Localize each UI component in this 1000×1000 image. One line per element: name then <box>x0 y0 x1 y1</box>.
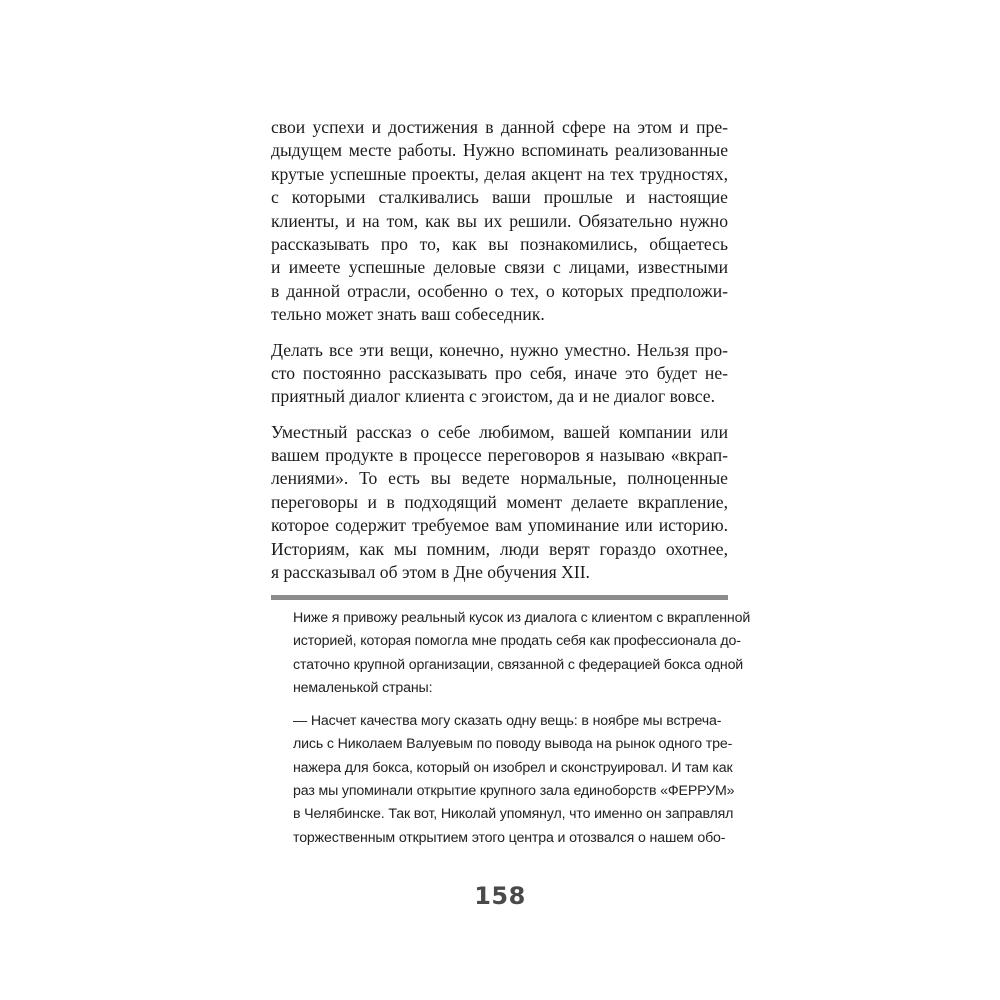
sidebar-divider <box>271 595 728 600</box>
text-line: рассказывать про то, как вы познакомились, общаетесь <box>271 233 728 254</box>
text-line: которое содержит требуемое вам упоминание или историю. <box>271 515 728 536</box>
text-line: вашем продукте в процессе переговоров я называю «вкрап- <box>271 445 728 466</box>
text-line: крутые успешные проекты, делая акцент на тех трудностях, <box>271 163 728 184</box>
sidebar-line: раз мы упоминали открытие крупного зала единоборств «ФЕРРУМ» <box>293 783 735 800</box>
paragraph-3 <box>271 421 728 585</box>
sidebar-line: немаленькой страны: <box>293 679 433 696</box>
text-line: Уместный рассказ о себе любимом, вашей компании или <box>271 421 728 442</box>
text-line: Делать все эти вещи, конечно, нужно уместно. Нельзя про- <box>271 339 728 360</box>
sidebar-line: статочно крупной организации, связанной с федерацией бокса одной <box>293 656 744 673</box>
text-line: приятный диалог клиента с эгоистом, да и не диалог вовсе. <box>271 386 716 407</box>
sidebar-paragraph-1 <box>293 607 751 700</box>
text-line: и имеете успешные деловые связи с лицами, известными <box>271 257 728 278</box>
sidebar-line: историей, которая помогла мне продать себя как профессионала до- <box>293 633 741 650</box>
text-line: лениями». То есть вы ведете нормальные, полноценные <box>271 468 728 489</box>
text-line: переговоры и в подходящий момент делаете вкрапление, <box>271 491 728 512</box>
paragraph-1 <box>271 116 728 327</box>
text-line: в данной отрасли, особенно о тех, о которых предположи- <box>271 280 728 301</box>
sidebar-paragraph-2 <box>293 710 735 850</box>
example-sidebar <box>293 607 751 860</box>
sidebar-line: — Насчет качества могу сказать одну вещь: в ноябре мы встреча- <box>293 713 722 730</box>
sidebar-line: торжественным открытием этого центра и отозвался о нашем обо- <box>293 829 726 846</box>
text-line: клиенты, и на том, как вы их решили. Обязательно нужно <box>271 210 728 231</box>
main-text <box>271 116 728 596</box>
paragraph-2 <box>271 339 728 409</box>
sidebar-line: Ниже я привожу реальный кусок из диалога с клиентом с вкрапленной <box>293 610 751 626</box>
text-line: свои успехи и достижения в данной сфере на этом и пре- <box>271 117 728 137</box>
text-line: тельно может знать ваш собеседник. <box>271 304 545 325</box>
sidebar-line: в Челябинске. Так вот, Николай упомянул, что именно он заправлял <box>293 806 734 823</box>
sidebar-line: нажера для бокса, который он изобрел и сконструировал. И там как <box>293 759 733 776</box>
text-line: сто постоянно рассказывать про себя, иначе это будет не- <box>271 362 728 383</box>
page-number: 158 <box>474 882 526 910</box>
text-line: с которыми сталкивались ваши прошлые и настоящие <box>271 187 728 208</box>
text-line: я рассказывал об этом в Дне обучения XII. <box>271 562 590 583</box>
text-line: дыдущем месте работы. Нужно вспоминать реализованные <box>271 140 728 161</box>
sidebar-line: лись с Николаем Валуевым по поводу вывода на рынок одного тре- <box>293 736 733 753</box>
text-line: Историям, как мы помним, люди верят гораздо охотнее, <box>271 538 728 559</box>
